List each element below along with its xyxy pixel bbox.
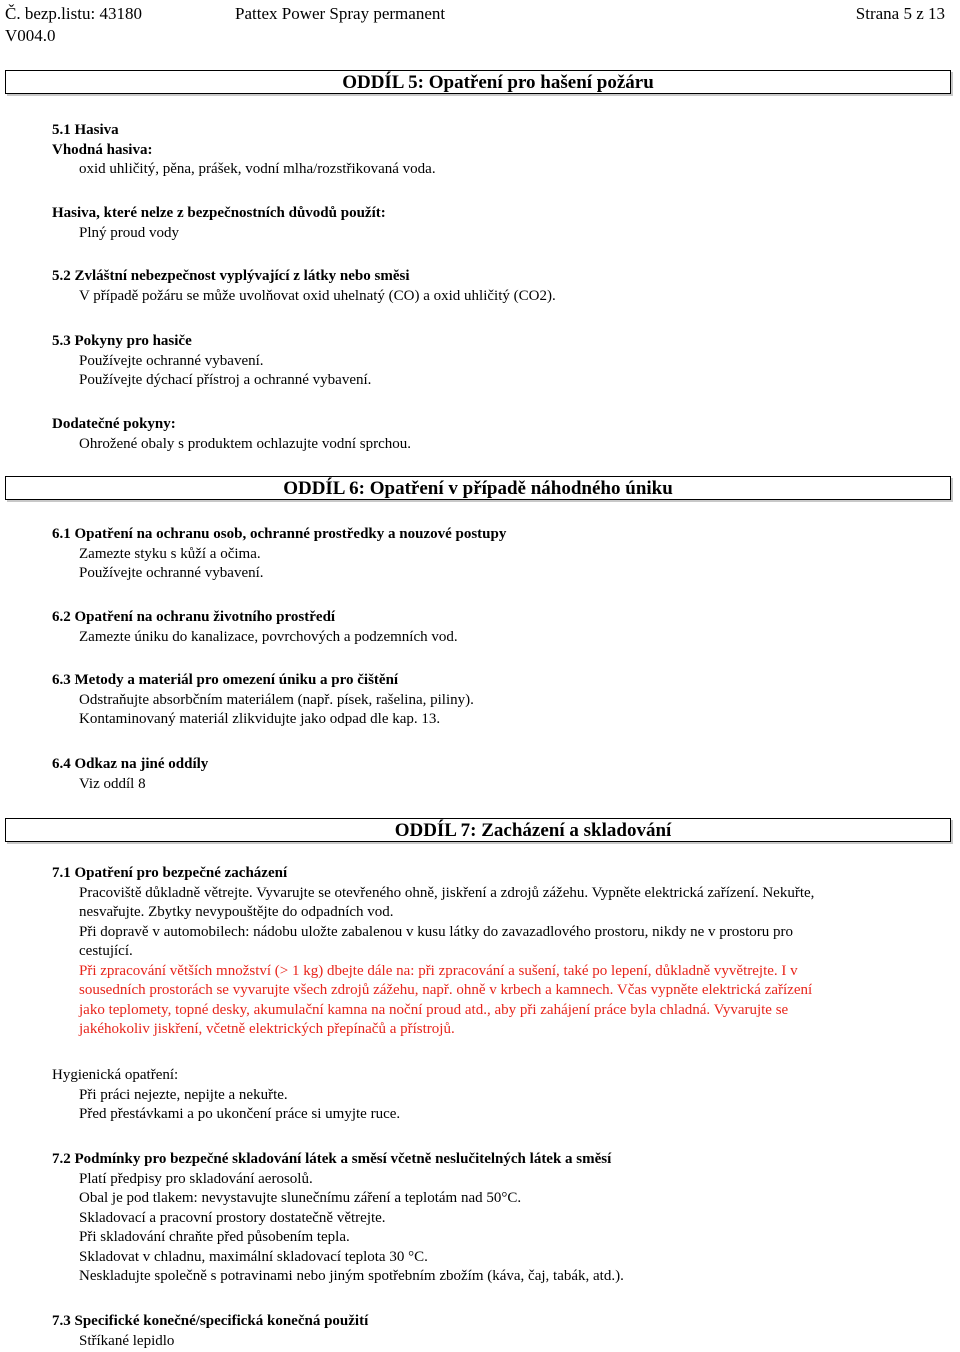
section-7-title: ODDÍL 7: Zacházení a skladování bbox=[5, 818, 951, 842]
s71-red-line4: jakéhokoliv jiskření, včetně elektrických přepínačů a přístrojů. bbox=[79, 1021, 455, 1037]
s61-line1: Zamezte styku s kůží a očima. bbox=[79, 545, 261, 562]
s71-line3: Při dopravě v automobilech: nádobu uložte zabalenou v kusu látky do zavazadlového prostoru, nikdy ne v prostoru pro bbox=[79, 923, 793, 940]
s72-line5: Skladovat v chladnu, maximální skladovací teplota 30 °C. bbox=[79, 1248, 428, 1265]
section-6-title: ODDÍL 6: Opatření v případě náhodného úniku bbox=[5, 476, 951, 500]
s72-block bbox=[52, 1150, 932, 1287]
product-name: Pattex Power Spray permanent bbox=[235, 4, 446, 23]
s71-red-line1: Při zpracování větších množství (> 1 kg) dbejte dále na: při zpracování a sušení, také po lepení, důkladně vyvětrejte. I v bbox=[79, 962, 798, 979]
s72-line3: Skladovací a pracovní prostory dostatečně větrejte. bbox=[79, 1209, 386, 1226]
s62-block bbox=[52, 608, 932, 647]
s51-unsuitable-text: Plný proud vody bbox=[79, 224, 180, 241]
s51-unsuitable-label: Hasiva, které nelze z bezpečnostních důvodů použít: bbox=[52, 205, 386, 221]
s64-heading: 6.4 Odkaz na jiné oddíly bbox=[52, 756, 209, 772]
additional-text: Ohrožené obaly s produktem ochlazujte vodní sprchou. bbox=[79, 435, 411, 452]
s72-line2: Obal je pod tlakem: nevystavujte slunečnímu záření a teplotám nad 50°C. bbox=[79, 1190, 522, 1206]
s72-line6: Neskladujte společně s potravinami nebo jiným spotřebním zbožím (káva, čaj, tabák, atd.). bbox=[79, 1268, 624, 1284]
s71-line1: Pracoviště důkladně větrejte. Vyvarujte se otevřeného ohně, jiskření a zdrojů zážehu. Vypněte elektrická zařízení. Nekuřte, bbox=[79, 884, 815, 901]
additional-label: Dodatečné pokyny: bbox=[52, 416, 176, 432]
s64-block bbox=[52, 755, 932, 794]
s63-line1: Odstraňujte absorbčním materiálem (např. písek, rašelina, piliny). bbox=[79, 691, 474, 708]
s72-line1: Platí předpisy pro skladování aerosolů. bbox=[79, 1170, 313, 1187]
s62-heading: 6.2 Opatření na ochranu životního prostředí bbox=[52, 609, 336, 625]
s73-block bbox=[52, 1312, 932, 1351]
s71-heading: 7.1 Opatření pro bezpečné zacházení bbox=[52, 865, 288, 881]
page-number: Strana 5 z 13 bbox=[855, 4, 945, 23]
s51-unsuitable-block bbox=[52, 204, 932, 243]
s71-line2: nesvařujte. Zbytky nevypouštějte do odpadních vod. bbox=[79, 904, 394, 920]
s73-heading: 7.3 Specifické konečné/specifická konečná použití bbox=[52, 1313, 369, 1329]
document-number: Č. bezp.listu: 43180 bbox=[5, 4, 142, 23]
document-version: V004.0 bbox=[5, 26, 56, 45]
s62-text: Zamezte úniku do kanalizace, povrchových a podzemních vod. bbox=[79, 628, 458, 645]
hygiene-line2: Před přestávkami a po ukončení práce si umyjte ruce. bbox=[79, 1106, 401, 1122]
s61-heading: 6.1 Opatření na ochranu osob, ochranné prostředky a nouzové postupy bbox=[52, 526, 507, 542]
s71-red-line2: sousedních prostorách se vyvarujte všech zdrojů zážehu, např. ohně v krbech a kamnech. Včas vypněte elektrická zařízení bbox=[79, 982, 813, 998]
s53-line1: Používejte ochranné vybavení. bbox=[79, 352, 264, 369]
s52-block bbox=[52, 267, 932, 306]
s73-text: Stříkané lepidlo bbox=[79, 1332, 175, 1349]
s61-line2: Používejte ochranné vybavení. bbox=[79, 565, 264, 581]
s72-line4: Při skladování chraňte před působením tepla. bbox=[79, 1229, 350, 1245]
hygiene-label: Hygienická opatření: bbox=[52, 1067, 179, 1083]
s61-block bbox=[52, 525, 932, 584]
hygiene-line1: Při práci nejezte, nepijte a nekuřte. bbox=[79, 1086, 288, 1103]
s52-heading: 5.2 Zvláštní nebezpečnost vyplývající z látky nebo směsi bbox=[52, 268, 410, 284]
s63-line2: Kontaminovaný materiál zlikvidujte jako odpad dle kap. 13. bbox=[79, 711, 441, 727]
s52-text: V případě požáru se může uvolňovat oxid uhelnatý (CO) a oxid uhličitý (CO2). bbox=[79, 287, 556, 304]
s51-suitable-text: oxid uhličitý, pěna, prášek, vodní mlha/rozstřikovaná voda. bbox=[79, 161, 436, 177]
section-5-title: ODDÍL 5: Opatření pro hašení požáru bbox=[5, 70, 951, 94]
s53-line2: Používejte dýchací přístroj a ochranné vybavení. bbox=[79, 372, 372, 388]
page-header bbox=[5, 3, 955, 47]
s53-heading: 5.3 Pokyny pro hasiče bbox=[52, 333, 192, 349]
s51-suitable-label: Vhodná hasiva: bbox=[52, 141, 153, 158]
s53-block bbox=[52, 332, 932, 391]
hygiene-block bbox=[52, 1066, 932, 1125]
s64-text: Viz oddíl 8 bbox=[79, 775, 146, 792]
s71-block bbox=[52, 864, 932, 1040]
s72-heading: 7.2 Podmínky pro bezpečné skladování látek a směsí včetně neslučitelných látek a směsí bbox=[52, 1151, 612, 1167]
s51-heading: 5.1 Hasiva bbox=[52, 122, 119, 138]
section-5-content bbox=[52, 121, 932, 180]
s71-red-line3: jako teplomety, topné desky, akumulační kamna na noční proud atd., aby při zahájení práce byla chladná. Vyvarujte se bbox=[79, 1001, 789, 1018]
s63-heading: 6.3 Metody a materiál pro omezení úniku a pro čištění bbox=[52, 672, 399, 688]
s71-line4: cestující. bbox=[79, 943, 133, 959]
additional-block bbox=[52, 415, 932, 454]
s63-block bbox=[52, 671, 932, 730]
